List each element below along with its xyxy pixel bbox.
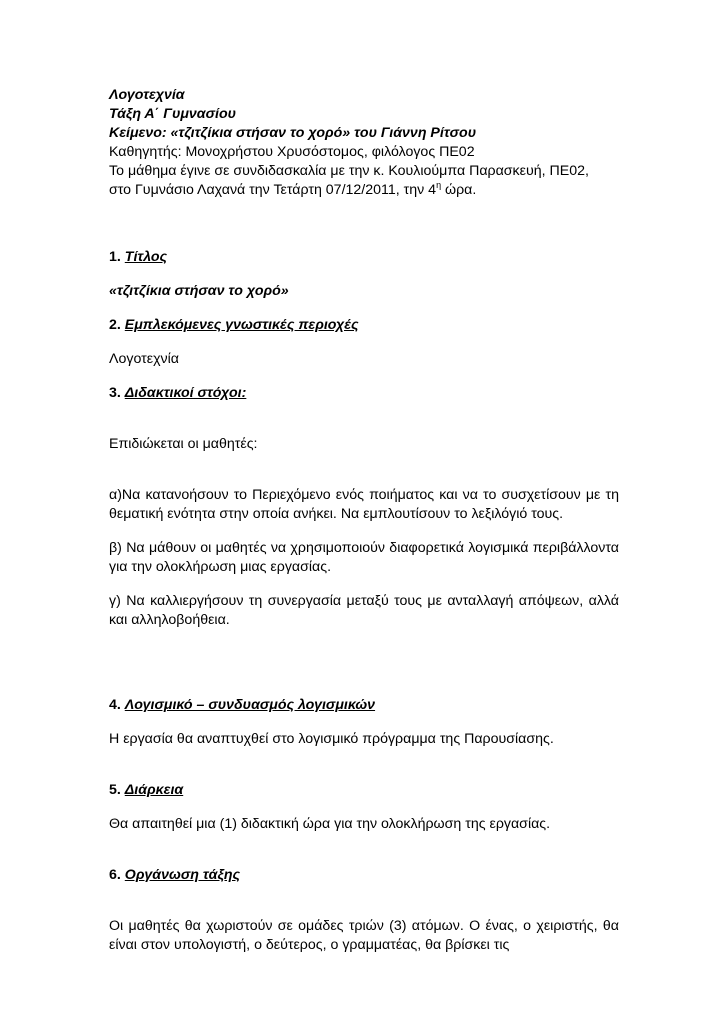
section-number: 2. (109, 317, 125, 333)
section-5-title: Διάρκεια (124, 782, 184, 798)
subject-line: Λογοτεχνία (109, 87, 185, 103)
document-header (109, 86, 619, 200)
section-number: 4. (109, 697, 125, 713)
section-2-heading (109, 316, 619, 335)
lesson-line-2 (109, 181, 619, 200)
section-4-title: Λογισμικό – συνδυασμός λογισμικών (124, 697, 376, 713)
section-4-heading (109, 696, 619, 715)
lesson-line-2-superscript: η (436, 180, 442, 190)
section-1-body: «τζιτζίκια στήσαν το χορό» (109, 283, 289, 299)
section-6-title: Οργάνωση τάξης (124, 867, 241, 883)
text-title-line: Κείμενο: «τζιτζίκια στήσαν το χορό» του Γιάννη Ρίτσου (109, 125, 477, 141)
section-number: 3. (109, 385, 125, 401)
document-page (109, 86, 619, 955)
section-3-goal-c: γ) Να καλλιεργήσουν τη συνεργασία μεταξύ τους με ανταλλαγή απόψεων, αλλά και αλληλοβοήθεια. (109, 593, 619, 628)
section-number: 6. (109, 867, 125, 883)
section-6-heading (109, 866, 619, 885)
section-6-body: Οι μαθητές θα χωριστούν σε ομάδες τριών (3) ατόμων. Ο ένας, ο χειριστής, θα είναι στον υπολογιστή, ο δεύτερος, ο γραμματέας, θα βρίσκει τις (109, 918, 619, 953)
class-level-line: Τάξη Α΄ Γυμνασίου (109, 106, 237, 122)
section-1-title: Τίτλος (124, 249, 168, 265)
lesson-line-2-start: στο Γυμνάσιο Λαχανά την Τετάρτη 07/12/2011, την 4 (109, 182, 437, 198)
section-3-goal-b: β) Να μάθουν οι μαθητές να χρησιμοποιούν διαφορετικά λογισμικά περιβάλλοντα για την ολοκλήρωση μιας εργασίας. (109, 540, 619, 575)
lesson-line-1: Το μάθημα έγινε σε συνδιδασκαλία με την κ. Κουλιούμπα Παρασκευή, ΠΕ02, (109, 163, 589, 179)
section-number: 1. (109, 249, 125, 265)
section-2-title: Εμπλεκόμενες γνωστικές περιοχές (124, 317, 359, 333)
section-2-body: Λογοτεχνία (109, 351, 179, 367)
teacher-line: Καθηγητής: Μονοχρήστου Χρυσόστομος, φιλόλογος ΠΕ02 (109, 144, 475, 160)
section-3-intro: Επιδιώκεται οι μαθητές: (109, 436, 258, 452)
section-5-body: Θα απαιτηθεί μια (1) διδακτική ώρα για την ολοκλήρωση της εργασίας. (109, 816, 551, 832)
section-1-heading (109, 248, 619, 267)
section-3-heading (109, 384, 619, 403)
section-4-body: Η εργασία θα αναπτυχθεί στο λογισμικό πρόγραμμα της Παρουσίασης. (109, 731, 554, 747)
section-5-heading (109, 781, 619, 800)
section-3-goal-a: α)Να κατανοήσουν το Περιεχόμενο ενός ποιήματος και να το συσχετίσουν με τη θεματική ενότητα στην οποία ανήκει. Να εμπλουτίσουν το λεξιλόγιό τους. (109, 487, 619, 522)
section-3-title: Διδακτικοί στόχοι: (124, 385, 247, 401)
section-number: 5. (109, 782, 125, 798)
lesson-line-2-end: ώρα. (441, 182, 477, 198)
